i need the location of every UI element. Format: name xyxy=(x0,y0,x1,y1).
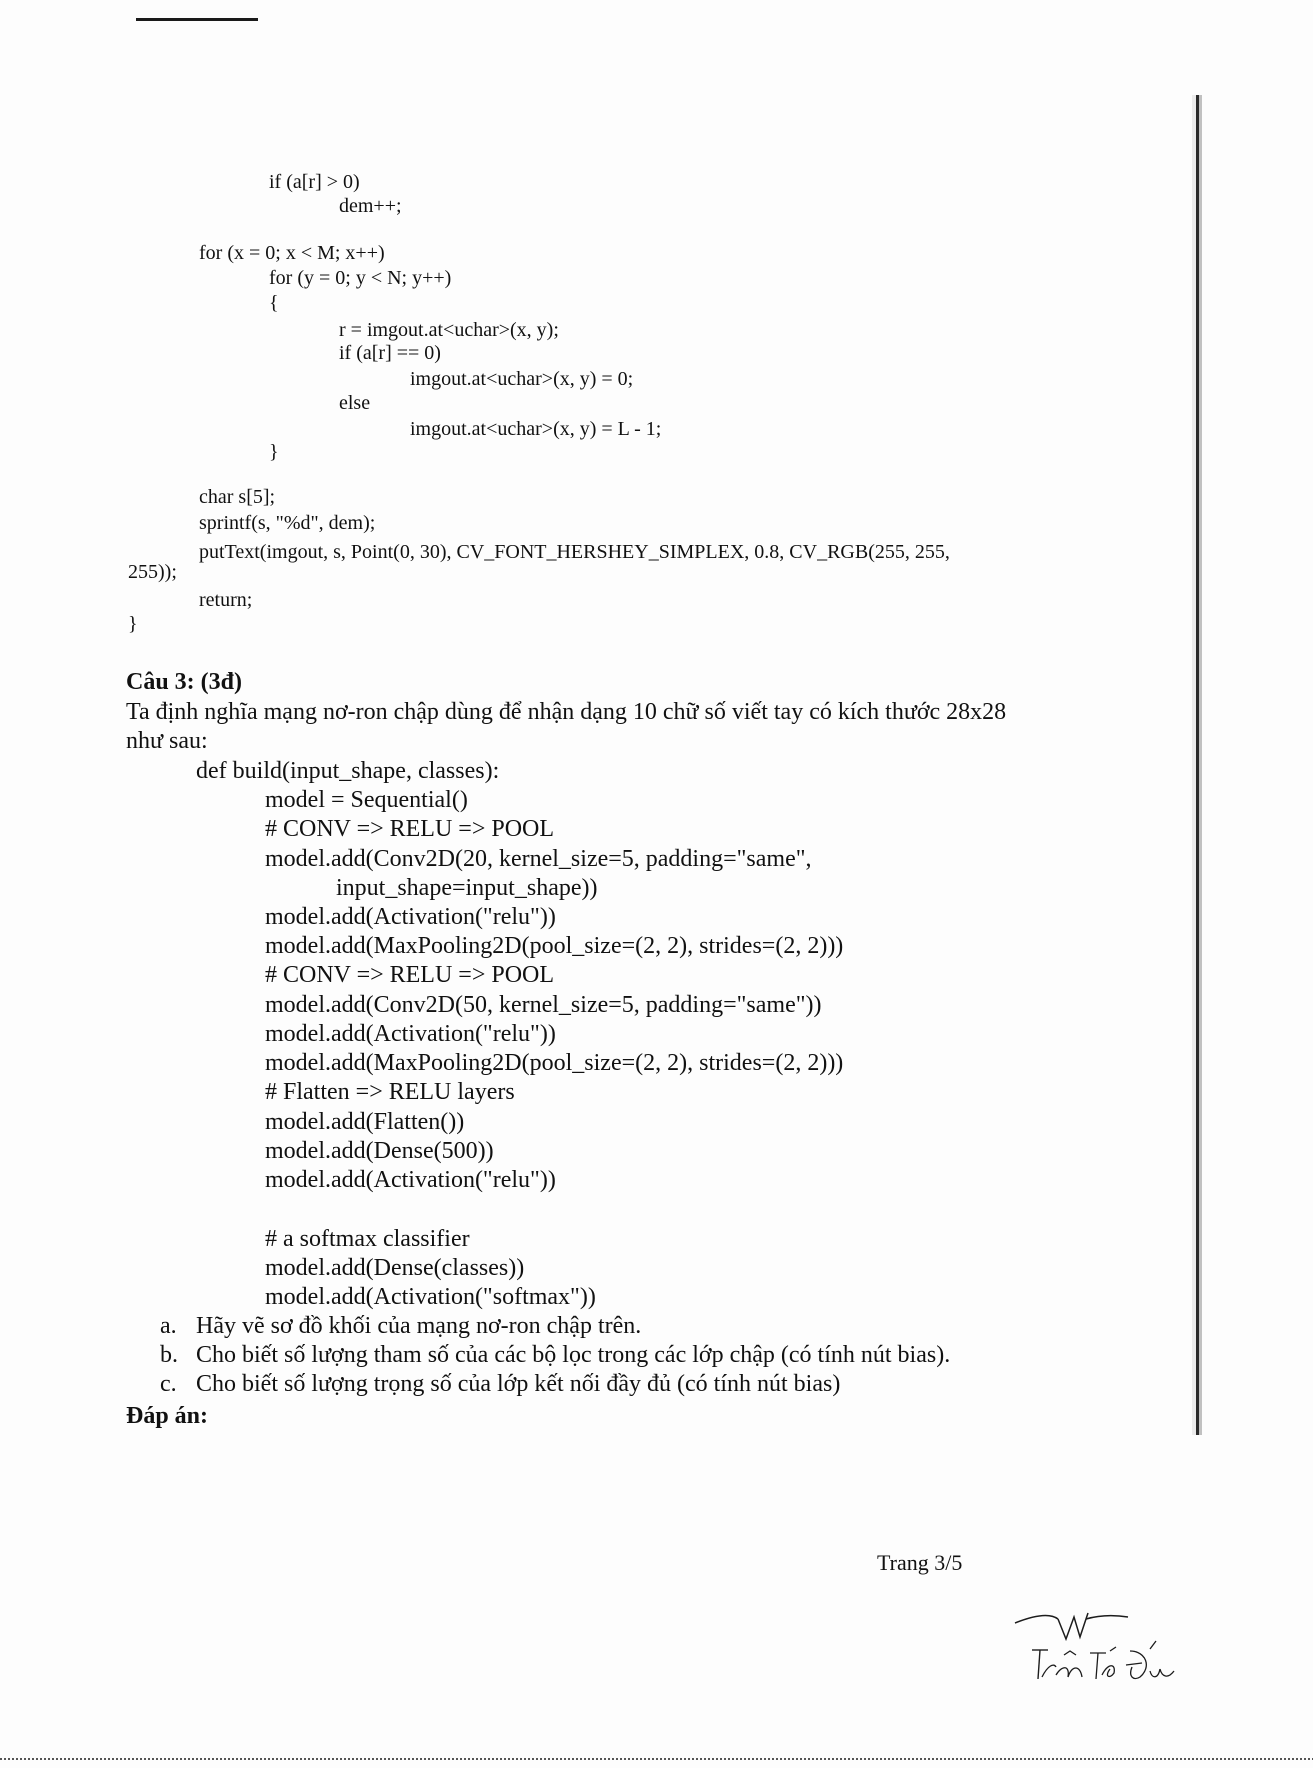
code-line: putText(imgout, s, Point(0, 30), CV_FONT_HERSHEY_SIMPLEX, 0.8, CV_RGB(255, 255, xyxy=(199,541,950,563)
code-line: imgout.at<uchar>(x, y) = 0; xyxy=(410,368,634,390)
python-line: model.add(Activation("softmax")) xyxy=(265,1284,596,1310)
code-line: 255)); xyxy=(128,561,177,583)
code-line: char s[5]; xyxy=(199,486,276,508)
code-line: if (a[r] == 0) xyxy=(339,342,441,364)
item-marker: a. xyxy=(160,1313,177,1339)
code-line: } xyxy=(269,441,279,463)
python-line: model = Sequential() xyxy=(265,787,468,813)
python-line: model.add(MaxPooling2D(pool_size=(2, 2), strides=(2, 2))) xyxy=(265,1050,844,1076)
question-intro: Ta định nghĩa mạng nơ-ron chập dùng để nhận dạng 10 chữ số viết tay có kích thước 28x28 xyxy=(126,699,1007,725)
python-line: input_shape=input_shape)) xyxy=(336,875,598,901)
python-line: model.add(MaxPooling2D(pool_size=(2, 2), strides=(2, 2))) xyxy=(265,933,844,959)
python-line: # Flatten => RELU layers xyxy=(265,1079,515,1105)
page-number: Trang 3/5 xyxy=(877,1550,963,1575)
item-text: Cho biết số lượng tham số của các bộ lọc trong các lớp chập (có tính nút bias). xyxy=(196,1342,951,1368)
answer-label: Đáp án: xyxy=(126,1403,209,1429)
item-marker: c. xyxy=(160,1371,177,1397)
python-line: model.add(Conv2D(50, kernel_size=5, padding="same")) xyxy=(265,992,822,1018)
item-text: Hãy vẽ sơ đồ khối của mạng nơ-ron chập trên. xyxy=(196,1313,642,1339)
item-marker: b. xyxy=(160,1342,178,1368)
python-line: model.add(Activation("relu")) xyxy=(265,1021,556,1047)
bottom-border xyxy=(0,1758,1313,1760)
python-line: model.add(Dense(500)) xyxy=(265,1138,494,1164)
python-line: # CONV => RELU => POOL xyxy=(265,816,555,842)
code-line: return; xyxy=(199,589,253,611)
python-line: # a softmax classifier xyxy=(265,1226,470,1252)
code-line: sprintf(s, "%d", dem); xyxy=(199,512,376,534)
python-line: model.add(Activation("relu")) xyxy=(265,904,556,930)
code-line: imgout.at<uchar>(x, y) = L - 1; xyxy=(410,418,662,440)
code-line: for (y = 0; y < N; y++) xyxy=(269,267,452,289)
item-text: Cho biết số lượng trọng số của lớp kết nối đầy đủ (có tính nút bias) xyxy=(196,1371,841,1397)
python-line: model.add(Conv2D(20, kernel_size=5, padding="same", xyxy=(265,846,812,872)
python-line: model.add(Activation("relu")) xyxy=(265,1167,556,1193)
code-line: if (a[r] > 0) xyxy=(269,171,360,193)
signature-image xyxy=(1010,1605,1190,1690)
python-line: def build(input_shape, classes): xyxy=(196,758,500,784)
code-line: { xyxy=(269,292,279,314)
code-line: r = imgout.at<uchar>(x, y); xyxy=(339,319,559,341)
top-rule xyxy=(136,18,258,21)
code-line: for (x = 0; x < M; x++) xyxy=(199,242,385,264)
python-line: # CONV => RELU => POOL xyxy=(265,962,555,988)
question-heading: Câu 3: (3đ) xyxy=(126,669,243,695)
scan-edge-artifact xyxy=(1192,95,1205,1435)
code-line: else xyxy=(339,392,371,414)
code-line: } xyxy=(128,613,138,635)
code-line: dem++; xyxy=(339,195,402,217)
python-line: model.add(Flatten()) xyxy=(265,1109,465,1135)
python-line: model.add(Dense(classes)) xyxy=(265,1255,525,1281)
question-intro: như sau: xyxy=(126,728,208,754)
